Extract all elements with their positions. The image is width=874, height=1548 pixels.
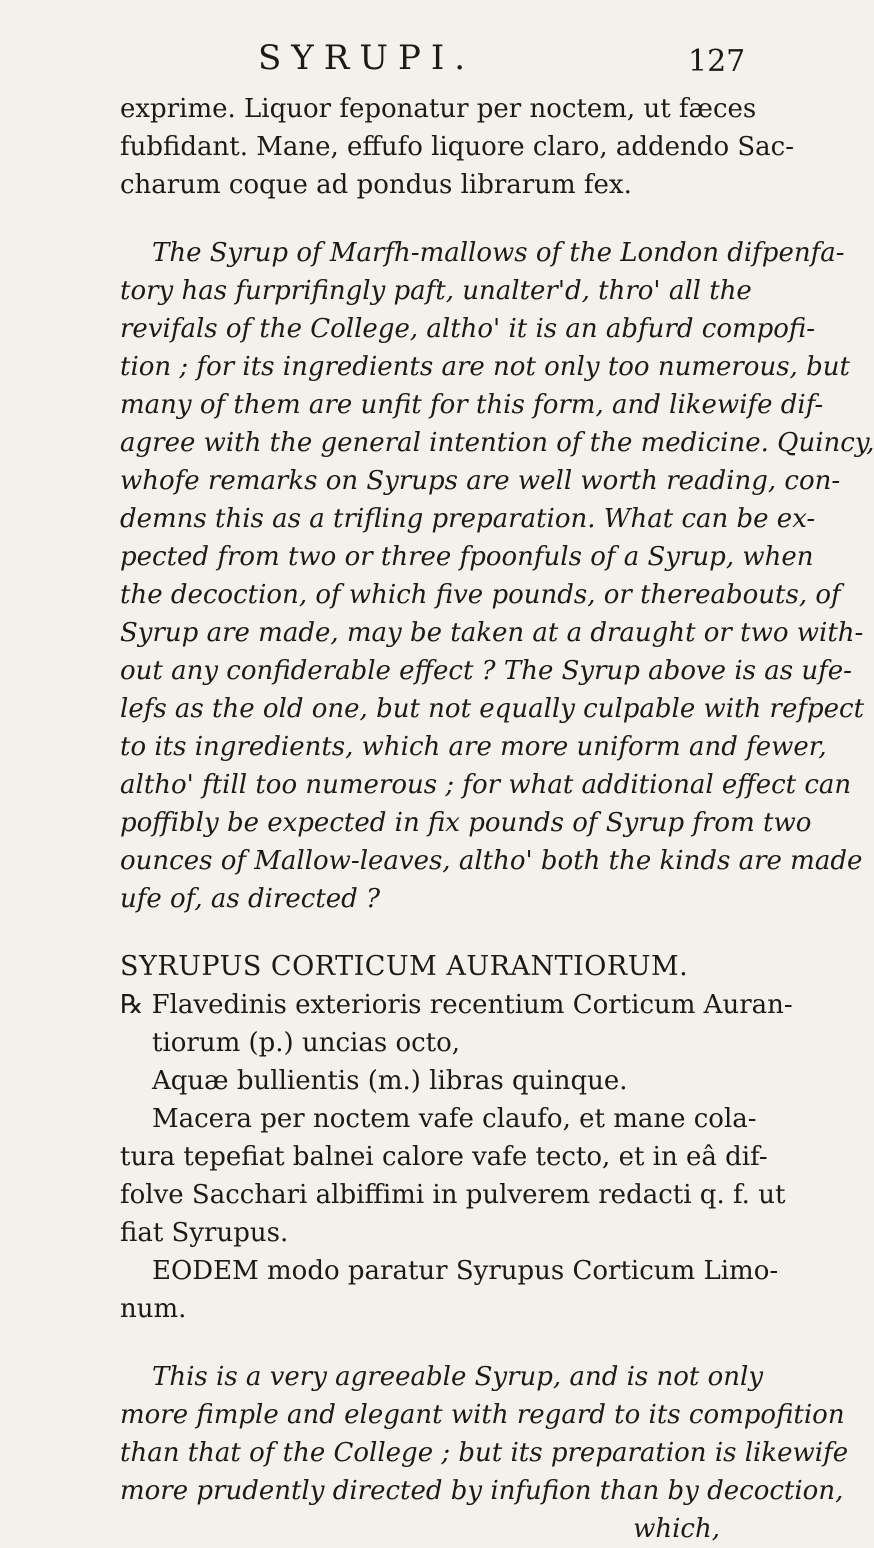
text-line: tura tepefiat balnei calore vafe tecto, et in eâ dif- <box>120 1142 768 1172</box>
text-line: EODEM modo paratur Syrupus Corticum Limo- <box>152 1256 779 1286</box>
text-line: more prudently directed by infufion than by decoction, <box>120 1476 844 1506</box>
text-line: fiat Syrupus. <box>120 1218 289 1248</box>
text-line: whofe remarks on Syrups are well worth reading, con- <box>120 466 841 496</box>
text-line: than that of the College ; but its preparation is likewife <box>120 1438 849 1468</box>
text-line: num. <box>120 1294 187 1324</box>
commentary-paragraph <box>120 1358 849 1548</box>
text-line: many of them are unfit for this form, and likewife dif- <box>120 390 824 420</box>
text-line: altho' ftill too numerous ; for what additional effect can <box>120 770 852 800</box>
text-line: fubfidant. Mane, effufo liquore claro, addendo Sac- <box>120 132 795 162</box>
text-line: the decoction, of which five pounds, or thereabouts, of <box>120 580 841 610</box>
text-line: charum coque ad pondus librarum fex. <box>120 170 632 200</box>
text-line: This is a very agreeable Syrup, and is not only <box>152 1362 764 1392</box>
page-header <box>0 38 800 88</box>
text-line: agree with the general intention of the medicine. Quincy, <box>120 428 874 458</box>
text-line: ufe of, as directed ? <box>120 884 381 914</box>
commentary-paragraph <box>120 234 874 918</box>
text-line: exprime. Liquor feponatur per noctem, ut fæces <box>120 94 757 124</box>
text-line: poffibly be expected in fix pounds of Syrup from two <box>120 808 812 838</box>
text-line: out any confiderable effect ? The Syrup above is as ufe- <box>120 656 852 686</box>
text-line: demns this as a trifling preparation. What can be ex- <box>120 504 816 534</box>
recipe-paragraph <box>120 986 793 1328</box>
text-line: The Syrup of Marfh-mallows of the London difpenfa- <box>152 238 845 268</box>
text-line: pected from two or three fpoonfuls of a Syrup, when <box>120 542 814 572</box>
text-line: ounces of Mallow-leaves, altho' both the kinds are made <box>120 846 863 876</box>
text-line: ℞ Flavedinis exterioris recentium Corticum Auran- <box>120 990 793 1020</box>
latin-paragraph <box>120 90 795 204</box>
text-line: Syrup are made, may be taken at a draught or two with- <box>120 618 864 648</box>
page-body <box>120 90 874 1548</box>
text-line: lefs as the old one, but not equally culpable with refpect <box>120 694 865 724</box>
text-line: more fimple and elegant with regard to its compofition <box>120 1400 845 1430</box>
text-line: tion ; for its ingredients are not only too numerous, but <box>120 352 850 382</box>
text-line: tiorum (p.) uncias octo, <box>152 1028 461 1058</box>
text-line: folve Sacchari albiffimi in pulverem redacti q. f. ut <box>120 1180 786 1210</box>
text-line: Macera per noctem vafe claufo, et mane cola- <box>152 1104 757 1134</box>
catchword: which, <box>633 1514 720 1544</box>
recipe-title: SYRUPUS CORTICUM AURANTIORUM. <box>120 951 689 982</box>
text-line: to its ingredients, which are more uniform and fewer, <box>120 732 827 762</box>
text-line: revifals of the College, altho' it is an abfurd compofi- <box>120 314 816 344</box>
page-number: 127 <box>688 44 746 79</box>
text-line: tory has furprifingly paft, unalter'd, thro' all the <box>120 276 752 306</box>
running-title: SYRUPI. <box>258 38 476 78</box>
text-line: Aquæ bullientis (m.) libras quinque. <box>152 1066 628 1096</box>
